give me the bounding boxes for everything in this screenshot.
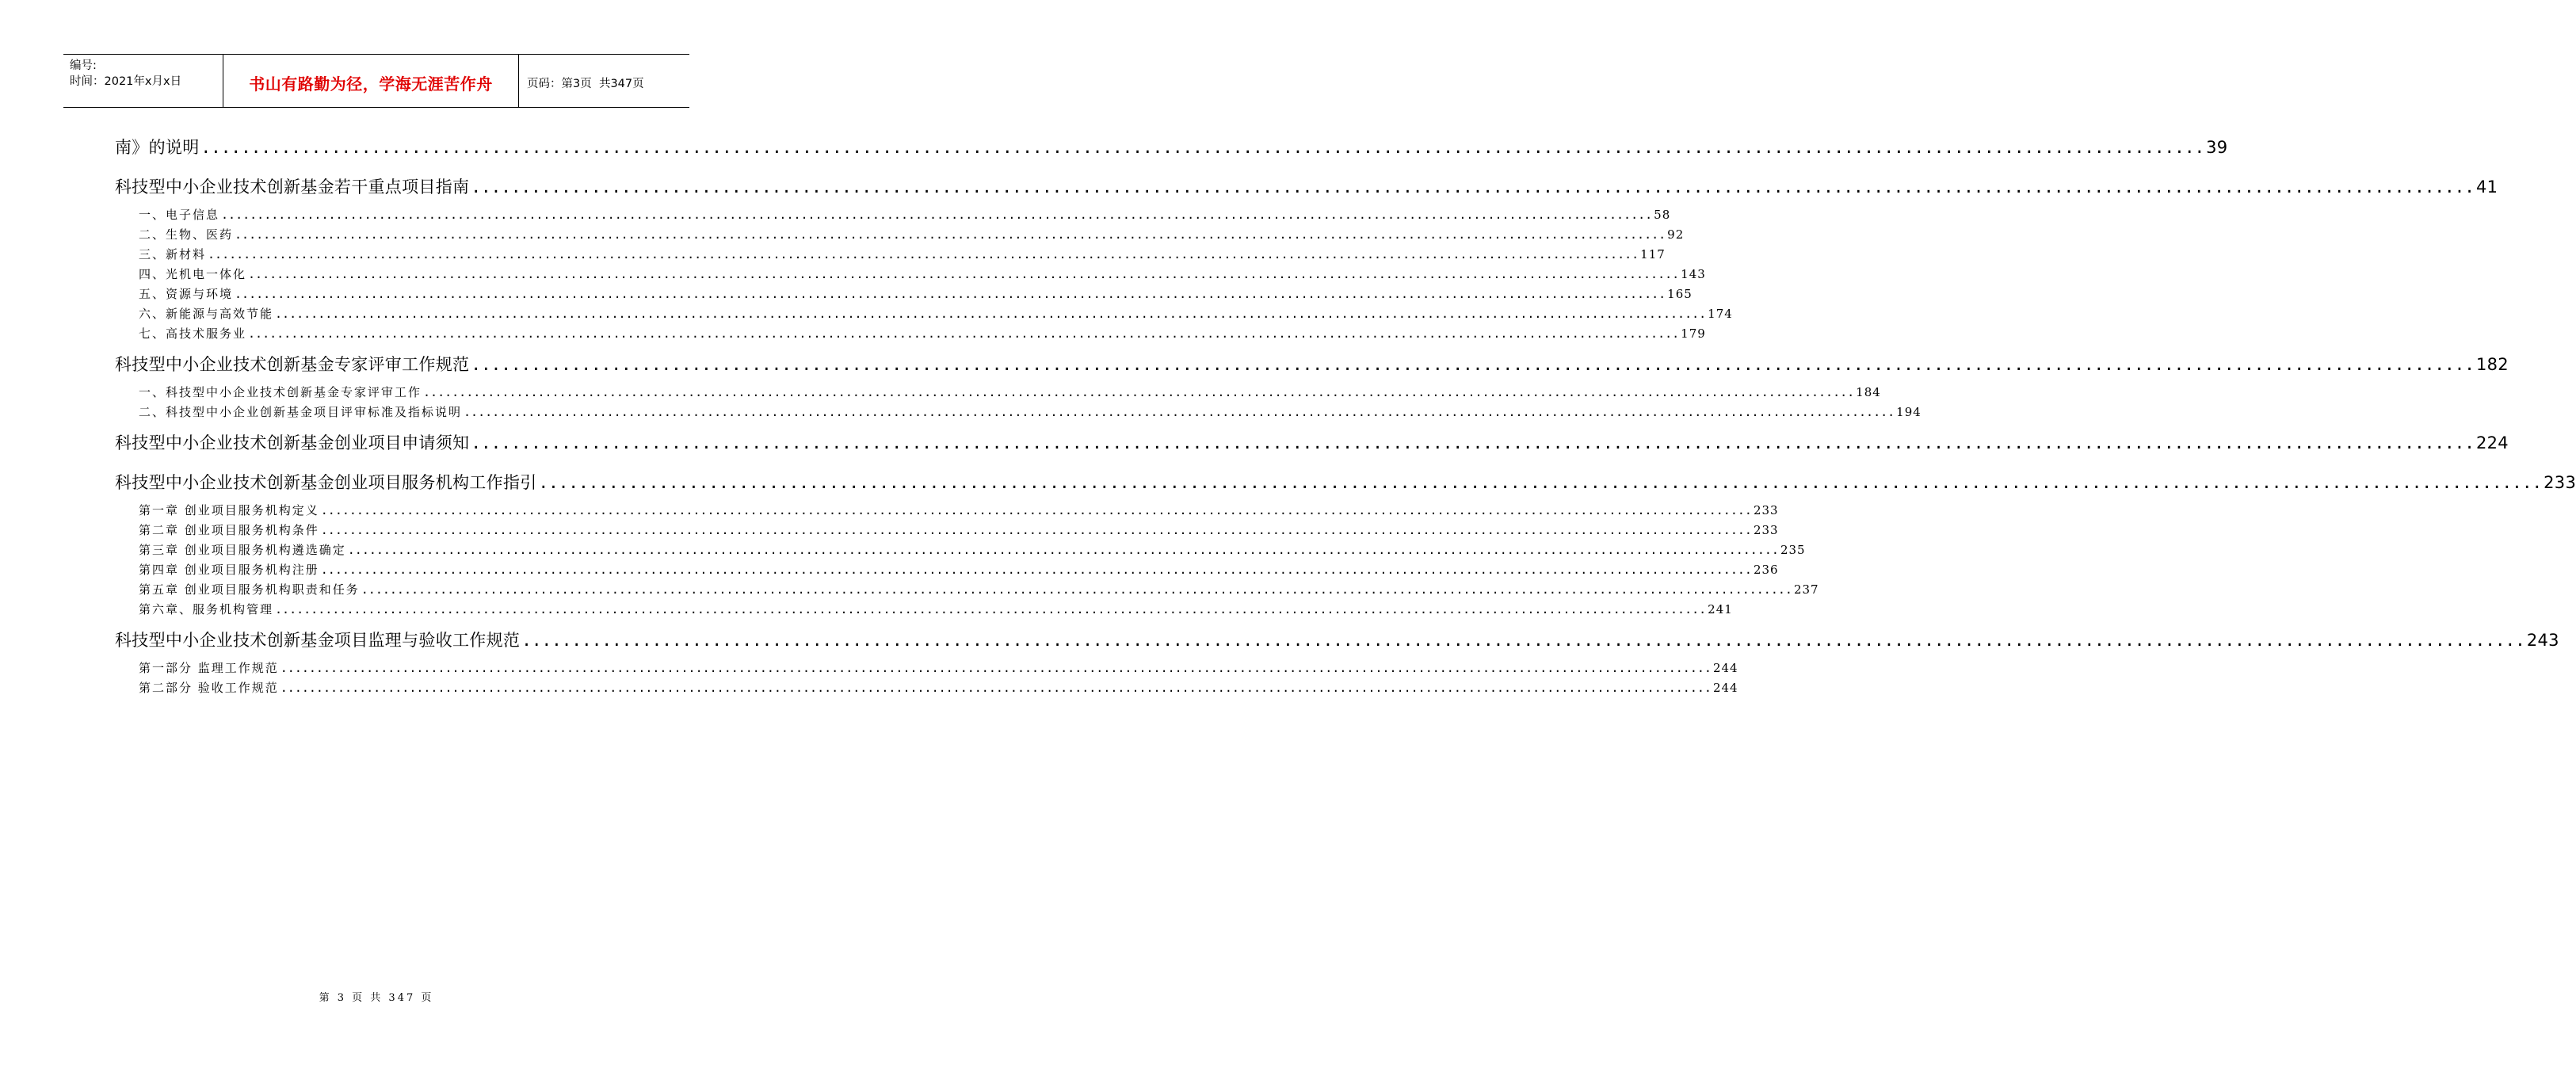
toc-entry[interactable] (139, 679, 1738, 697)
toc-entry-title: 第五章 创业项目服务机构职责和任务 (139, 582, 360, 597)
toc-entry[interactable] (139, 541, 1806, 559)
toc-leader-dots: ........................................................................................................................................................................................................ (538, 473, 2543, 492)
toc-entry[interactable] (115, 628, 2559, 653)
toc-entry-title: 六、新能源与高效节能 (139, 307, 274, 321)
toc-leader-dots: ........................................................................................................................................................................................................ (221, 208, 1653, 222)
toc-entry-page: 179 (1681, 326, 1706, 341)
toc-entry-page: 224 (2475, 433, 2509, 452)
toc-leader-dots: ........................................................................................................................................................................................................ (280, 661, 1712, 675)
toc-entry-title: 科技型中小企业技术创新基金若干重点项目指南 (115, 178, 470, 197)
toc-entry-title: 一、电子信息 (139, 208, 220, 222)
toc-entry-page: 39 (2206, 138, 2228, 157)
toc-entry-page: 233 (1753, 503, 1779, 517)
toc-entry[interactable] (139, 325, 1706, 342)
toc-entry[interactable] (139, 285, 1693, 303)
toc-entry[interactable] (139, 601, 1733, 618)
toc-leader-dots: ........................................................................................................................................................................................................ (471, 355, 2475, 374)
toc-entry-page: 233 (1753, 523, 1779, 537)
toc-entry-title: 科技型中小企业技术创新基金项目监理与验收工作规范 (115, 631, 521, 650)
document-header (63, 54, 689, 108)
toc-entry-page: 194 (1896, 405, 1922, 419)
toc-entry-title: 第三章 创业项目服务机构遴选确定 (139, 543, 346, 557)
toc-entry-title: 南》的说明 (115, 138, 200, 157)
toc-entry-title: 科技型中小企业技术创新基金专家评审工作规范 (115, 355, 470, 374)
toc-entry[interactable] (139, 305, 1733, 323)
toc-entry-page: 182 (2475, 355, 2509, 374)
toc-entry-page: 174 (1708, 307, 1733, 321)
toc-leader-dots: ........................................................................................................................................................................................................ (320, 563, 1752, 577)
toc-entry-page: 241 (1708, 602, 1733, 616)
toc-entry[interactable] (139, 384, 1881, 401)
toc-entry-title: 第四章 创业项目服务机构注册 (139, 563, 319, 577)
toc-leader-dots: ........................................................................................................................................................................................................ (280, 681, 1712, 695)
toc-leader-dots: ........................................................................................................................................................................................................ (275, 602, 1707, 616)
toc-leader-dots: ........................................................................................................................................................................................................ (320, 503, 1752, 517)
toc-entry[interactable] (139, 659, 1738, 677)
toc-entry-title: 七、高技术服务业 (139, 326, 247, 341)
toc-entry-title: 一、科技型中小企业技术创新基金专家评审工作 (139, 385, 422, 399)
toc-entry-page: 143 (1681, 267, 1706, 281)
toc-leader-dots: ........................................................................................................................................................................................................ (521, 631, 2525, 650)
toc-entry-page: 58 (1654, 208, 1671, 222)
toc-entry-title: 第一部分 监理工作规范 (139, 661, 279, 675)
toc-leader-dots: ........................................................................................................................................................................................................ (248, 267, 1680, 281)
toc-entry[interactable] (115, 430, 2509, 456)
toc-entry[interactable] (139, 265, 1706, 283)
header-motto: 书山有路勤为径，学海无涯苦作舟 (223, 55, 519, 107)
toc-leader-dots: ........................................................................................................................................................................................................ (275, 307, 1707, 321)
toc-leader-dots: ........................................................................................................................................................................................................ (361, 582, 1792, 597)
header-number-label: 编号: (70, 59, 97, 72)
toc-leader-dots: ........................................................................................................................................................................................................ (464, 405, 1895, 419)
toc-entry-page: 237 (1793, 582, 1819, 597)
toc-entry-title: 第二部分 验收工作规范 (139, 681, 279, 695)
toc-entry[interactable] (115, 174, 2498, 200)
header-page-info: 页码：第3页 共347页 (527, 77, 644, 90)
toc-leader-dots: ........................................................................................................................................................................................................ (248, 326, 1680, 341)
toc-leader-dots: ........................................................................................................................................................................................................ (471, 178, 2475, 197)
toc-entry-page: 236 (1753, 563, 1779, 577)
toc-entry[interactable] (139, 521, 1779, 539)
toc-entry-title: 二、科技型中小企业创新基金项目评审标准及指标说明 (139, 405, 463, 419)
toc-entry-page: 165 (1667, 287, 1693, 301)
toc-entry-page: 243 (2526, 631, 2559, 650)
toc-leader-dots: ........................................................................................................................................................................................................ (471, 433, 2475, 452)
toc-entry[interactable] (139, 206, 1671, 223)
page-footer: 第 3 页 共 347 页 (319, 992, 434, 1004)
toc-entry-title: 第二章 创业项目服务机构条件 (139, 523, 319, 537)
toc-entry[interactable] (139, 403, 1922, 421)
header-meta-cell (63, 55, 223, 107)
header-page-info-cell (519, 55, 689, 107)
toc-leader-dots: ........................................................................................................................................................................................................ (320, 523, 1752, 537)
toc-entry-page: 92 (1667, 227, 1685, 242)
toc-entry-title: 科技型中小企业技术创新基金创业项目服务机构工作指引 (115, 473, 537, 492)
toc-entry[interactable] (115, 352, 2509, 377)
toc-entry[interactable] (139, 502, 1779, 519)
toc-entry-page: 233 (2544, 473, 2576, 492)
toc-entry-title: 三、新材料 (139, 247, 207, 261)
toc-entry-page: 244 (1712, 661, 1738, 675)
toc-entry-title: 科技型中小企业技术创新基金创业项目申请须知 (115, 433, 470, 452)
toc-leader-dots: ........................................................................................................................................................................................................ (423, 385, 1855, 399)
toc-leader-dots: ........................................................................................................................................................................................................ (208, 247, 1639, 261)
toc-entry-page: 117 (1640, 247, 1666, 261)
toc-entry-title: 二、生物、医药 (139, 227, 234, 242)
toc-entry[interactable] (139, 561, 1779, 578)
toc-entry[interactable] (115, 135, 2228, 160)
toc-entry[interactable] (139, 581, 1819, 598)
toc-leader-dots: ........................................................................................................................................................................................................ (347, 543, 1779, 557)
header-time-label: 时间：2021年x月x日 (70, 75, 182, 88)
toc-entry-title: 第一章 创业项目服务机构定义 (139, 503, 319, 517)
toc-entry-title: 四、光机电一体化 (139, 267, 247, 281)
toc-leader-dots: ........................................................................................................................................................................................................ (200, 138, 2205, 157)
toc-leader-dots: ........................................................................................................................................................................................................ (235, 227, 1666, 242)
toc-entry-title: 第六章、服务机构管理 (139, 602, 274, 616)
toc-entry-page: 184 (1856, 385, 1881, 399)
toc-entry-page: 41 (2475, 178, 2498, 197)
toc-entry-title: 五、资源与环境 (139, 287, 234, 301)
toc-entry[interactable] (139, 246, 1666, 263)
toc-entry[interactable] (139, 226, 1685, 243)
toc-entry-page: 244 (1712, 681, 1738, 695)
toc-entry[interactable] (115, 470, 2576, 495)
toc-entry-page: 235 (1780, 543, 1806, 557)
toc-leader-dots: ........................................................................................................................................................................................................ (235, 287, 1666, 301)
